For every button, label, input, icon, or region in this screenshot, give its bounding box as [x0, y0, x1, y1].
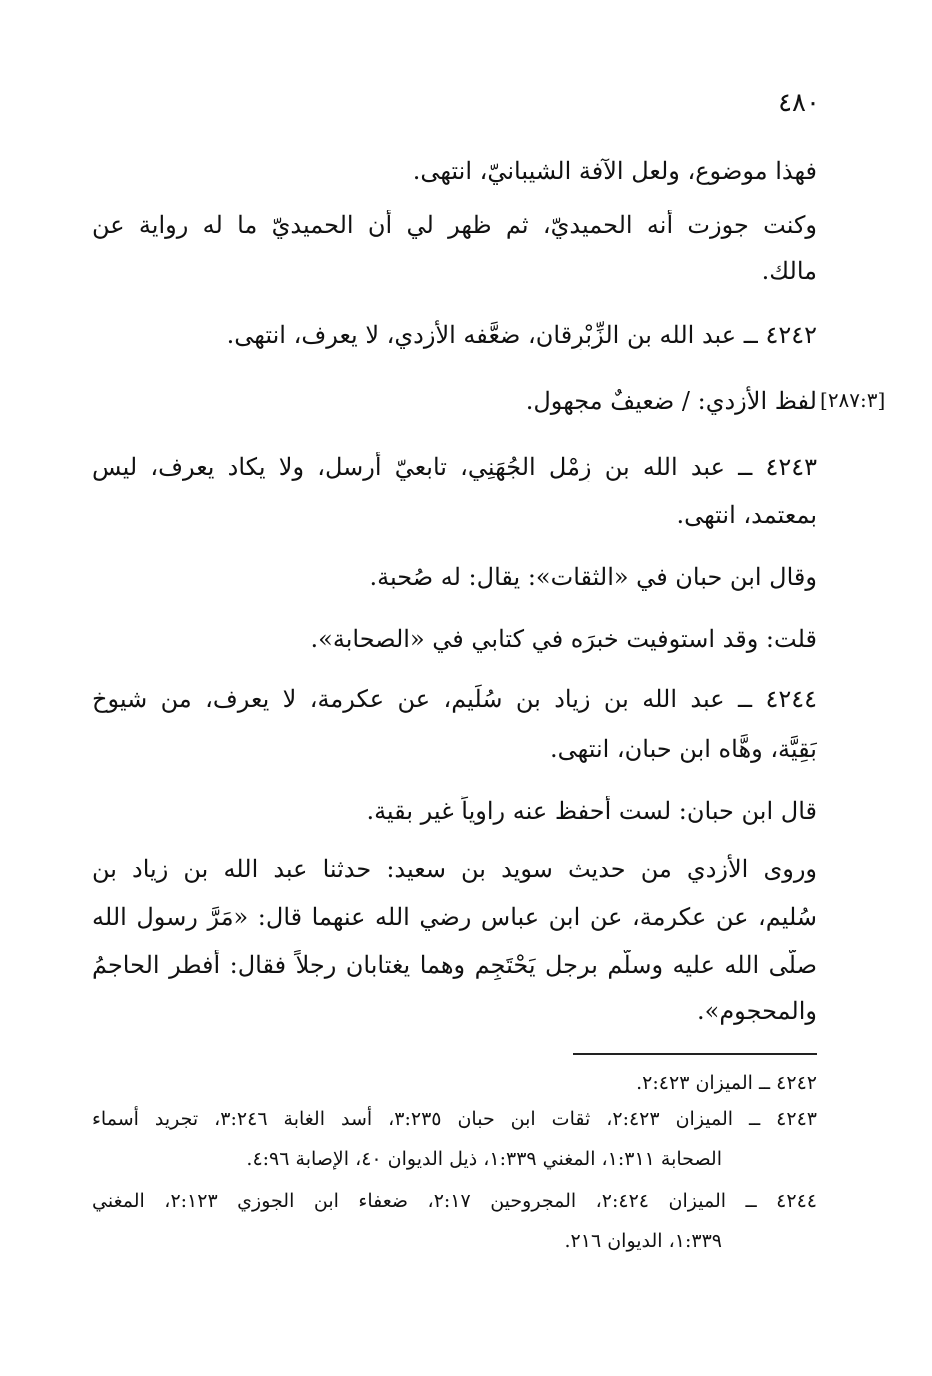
footnote-continuation: ١:٣٣٩، الديوان ٢١٦.: [564, 1230, 722, 1252]
text-line: قال ابن حبان: لست أحفظ عنه راوياً غير بقية.: [366, 797, 817, 825]
text-line: بمعتمد، انتهى.: [676, 501, 817, 529]
text-line: وروى الأزدي من حديث سويد بن سعيد: حدثنا عبد الله بن زياد بن: [92, 855, 817, 883]
page-number: ٤٨٠: [778, 88, 820, 118]
text-line: فهذا موضوع، ولعل الآفة الشيبانيّ، انتهى.: [412, 157, 817, 185]
text-line: لفظ الأزدي: / ضعيفٌ مجهول.: [525, 387, 817, 415]
text-line: صلَّى الله عليه وسلَّم برجل يَحْتَجِم وهما يغتابان رجلاً فقال: أفطر الحاجمُ: [92, 951, 817, 979]
entry-4244: ٤٢٤٤ ــ عبد الله بن زياد بن سُلَيم، عن عكرمة، لا يعرف، من شيوخ: [92, 685, 817, 713]
entry-4243: ٤٢٤٣ ــ عبد الله بن زِمْل الجُهَنِي، تابعيّ أرسل، ولا يكاد يعرف، ليس: [92, 453, 817, 481]
text-line: وكنت جوزت أنه الحميديّ، ثم ظهر لي أن الحميديّ ما له رواية عن: [92, 211, 817, 239]
entry-4242: ٤٢٤٢ ــ عبد الله بن الزِّبْرِقان، ضعَّفه الأزدي، لا يعرف، انتهى.: [226, 321, 817, 349]
margin-reference: [٢٨٧:٣]: [820, 388, 886, 412]
footnote: ٤٢٤٣ ــ الميزان ٢:٤٢٣، ثقات ابن حبان ٣:٢٣٥، أسد الغابة ٣:٢٤٦، تجريد أسماء: [92, 1108, 817, 1130]
text-line: وقال ابن حبان في «الثقات»: يقال: له صُحبة.: [369, 563, 817, 591]
footnote: ٤٢٤٢ ــ الميزان ٢:٤٢٣.: [636, 1072, 817, 1094]
text-line: والمحجوم».: [697, 997, 817, 1025]
footnote-separator: [573, 1053, 817, 1055]
footnote: ٤٢٤٤ ــ الميزان ٢:٤٢٤، المجروحين ٢:١٧، ضعفاء ابن الجوزي ٢:١٢٣، المغني: [92, 1190, 817, 1212]
text-line: سُليم، عن عكرمة، عن ابن عباس رضي الله عنهما قال: «مَرَّ رسول الله: [92, 903, 817, 931]
text-line: بَقِيَّة، وهَّاه ابن حبان، انتهى.: [550, 735, 817, 763]
footnote-continuation: الصحابة ١:٣١١، المغني ١:٣٣٩، ذيل الديوان ٤٠، الإصابة ٤:٩٦.: [246, 1148, 722, 1170]
text-line: قلت: وقد استوفيت خبرَه في كتابي في «الصحابة».: [310, 625, 817, 653]
text-line: مالك.: [761, 257, 817, 285]
